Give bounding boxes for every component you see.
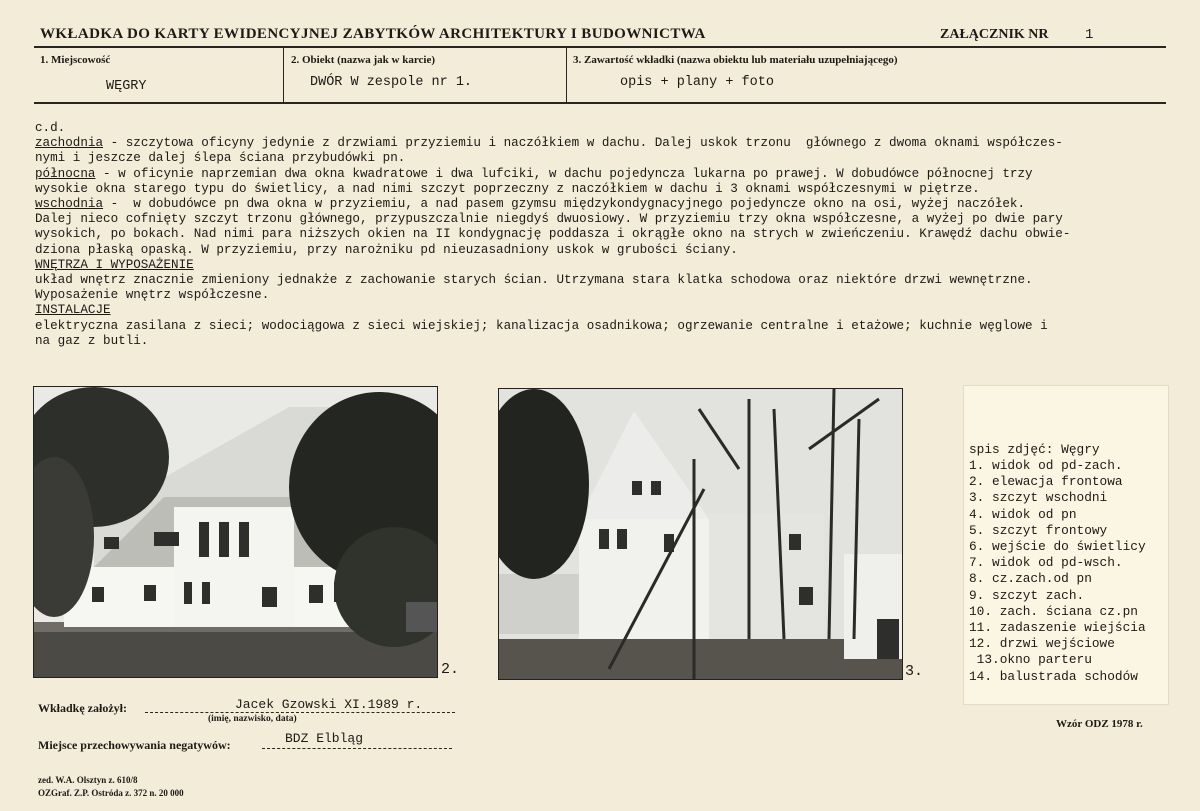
east-text-3: wysokich, po bokach. Nad nimi para niższych okien na II kondygnację poddasza i okrągłe okno na strych w zwieńczeniu. Krawędź dachu obwie- [35, 227, 1071, 242]
field-2-label: 2. Obiekt (nazwa jak w karcie) [291, 54, 436, 66]
photo-list [969, 458, 1146, 685]
east-text-2: Dalej nieco cofnięty szczyt trzonu głównego, przypuszczalnie niegdyś dwuosiowy. W przyziemiu trzy okna współczesne, a wyżej po dwie pary [35, 212, 1063, 227]
installations-text-2: na gaz z butli. [35, 333, 149, 348]
north-text-2: wysokie okna starego typu do świetlicy, a nad nimi szczyt poprzeczny z naczółkiem w dachu i 3 oknami współczesnymi w piętrze. [35, 181, 980, 196]
list-item: 13.okno parteru [969, 652, 1092, 668]
cd-label: c.d. [35, 121, 66, 135]
print-info-1: zed. W.A. Olsztyn z. 610/8 [38, 775, 138, 785]
field-3-label: 3. Zawartość wkładki (nazwa obiektu lub materiału uzupełniającego) [573, 54, 898, 66]
installations-heading: INSTALACJE [35, 303, 111, 318]
field-divider-2 [566, 46, 567, 103]
field-2-value: DWÓR W zespole nr 1. [310, 75, 473, 90]
list-item: 9. szczyt zach. [969, 587, 1085, 603]
storage-value: BDZ Elbląg [285, 731, 364, 746]
list-item: 12. drzwi wejściowe [969, 636, 1115, 652]
fields-bottom-rule [34, 102, 1166, 104]
list-item: 4. widok od pn [969, 506, 1077, 522]
photo-list-card [964, 386, 1168, 704]
east-text-4: dziona płaską opaską. W przyziemiu, przy narożniku pd nieuzasadniony uskok w grubości ściany. [35, 242, 738, 257]
field-3-value: opis + plany + foto [620, 75, 774, 90]
annex-label: ZAŁĄCZNIK NR [940, 27, 1049, 42]
list-item: 8. cz.zach.od pn [969, 571, 1092, 587]
header-rule [34, 46, 1166, 48]
list-item: 3. szczyt wschodni [969, 490, 1108, 506]
model-label: Wzór ODZ 1978 r. [1056, 718, 1143, 730]
installations-text-1: elektryczna zasilana z sieci; wodociągowa z sieci wiejskiej; kanalizacja osadnikowa; ogrzewanie centralne i etażowe; kuchnie węglowe i [35, 318, 1048, 333]
storage-line [262, 747, 452, 749]
founded-hint: (imię, nazwisko, data) [208, 714, 297, 724]
storage-label: Miejsce przechowywania negatywów: [38, 738, 231, 752]
list-item: 7. widok od pd-wsch. [969, 555, 1123, 571]
interiors-text-1: układ wnętrz znacznie zmieniony jednakże z zachowanie starych ścian. Utrzymana stara klatka schodowa oraz niektóre drzwi wewnętrzne. [35, 273, 1033, 288]
annex-number: 1 [1085, 27, 1094, 43]
west-text-1: - szczytowa oficyny jedynie z drzwiami przyziemiu i naczółkiem w dachu. Dalej uskok trzonu głównego z dwoma oknami współczes- [103, 136, 1063, 151]
interiors-heading: WNĘTRZA I WYPOSAŻENIE [35, 257, 194, 272]
east-heading: wschodnia [35, 197, 104, 212]
field-1-value: WĘGRY [106, 79, 147, 94]
founded-line [145, 711, 455, 713]
list-item: 14. balustrada schodów [969, 668, 1138, 684]
north-heading: północna [35, 166, 96, 181]
interiors-text-2: Wyposażenie wnętrz współczesne. [35, 288, 270, 303]
list-item: 6. wejście do świetlicy [969, 539, 1146, 555]
list-item: 1. widok od pd-zach. [969, 458, 1123, 473]
list-item: 5. szczyt frontowy [969, 522, 1108, 538]
photo-left-number: 2. [441, 661, 460, 678]
print-info-2: OZGraf. Z.P. Ostróda z. 372 n. 20 000 [38, 788, 184, 798]
north-text-1: - w oficynie naprzemian dwa okna kwadratowe i dwa lufciki, w dachu pojedyncza lukarna po prawej. W dobudówce północnej trzy [95, 166, 1033, 181]
founded-value: Jacek Gzowski XI.1989 r. [235, 697, 423, 712]
field-1-label: 1. Miejscowość [40, 54, 111, 66]
east-text-1: - w dobudówce pn dwa okna w przyziemiu, a nad pasem gzymsu międzykondygnacyjnego pojedyncze okno na osi, wyżej naczółek. [103, 197, 1026, 212]
west-heading: zachodnia [35, 136, 104, 151]
form-title: WKŁADKA DO KARTY EWIDENCYJNEJ ZABYTKÓW ARCHITEKTURY I BUDOWNICTWA [40, 26, 706, 42]
manor-photo-image [34, 387, 437, 677]
east-gable-photo-image [499, 389, 902, 679]
photo-manor-southwest [33, 386, 438, 678]
list-item: 2. elewacja frontowa [969, 474, 1123, 490]
list-item: 10. zach. ściana cz.pn [969, 603, 1138, 619]
list-item: 11. zadaszenie wiejścia [969, 620, 1146, 636]
photo-manor-east-gable [498, 388, 903, 680]
photo-right-number: 3. [905, 663, 924, 680]
west-text-2: nymi i jeszcze dalej ślepa ściana przybudówki pn. [35, 151, 406, 166]
photo-list-title: spis zdjęć: Węgry [969, 442, 1100, 457]
description-text [35, 121, 1175, 349]
field-divider-1 [283, 46, 284, 103]
founded-label: Wkładkę założył: [38, 701, 127, 715]
